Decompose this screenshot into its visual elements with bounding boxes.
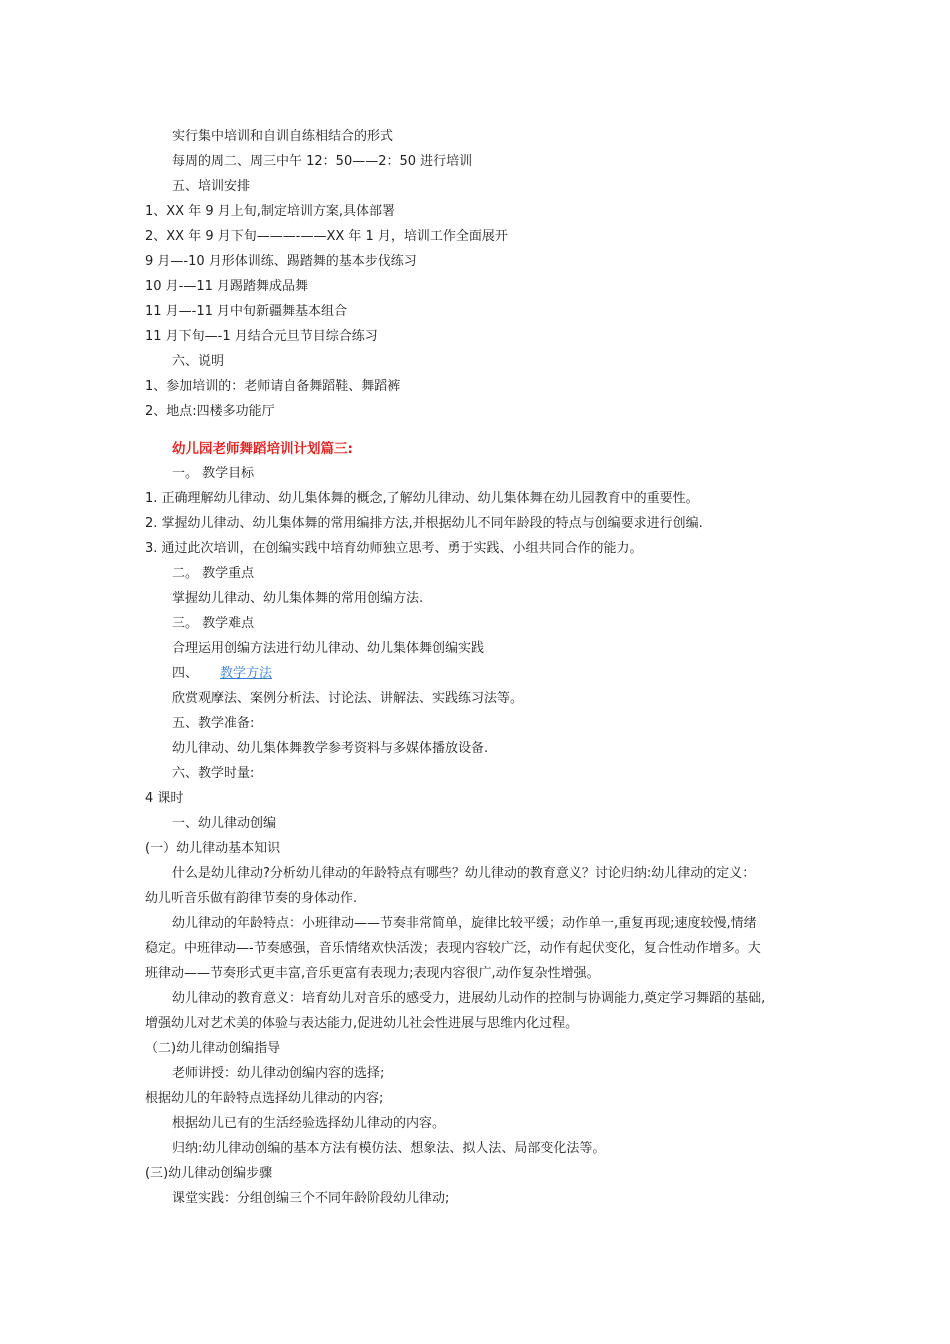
article-title: 幼儿园老师舞蹈培训计划篇三:	[172, 441, 353, 457]
text-line: 1、XX 年 9 月上旬,制定培训方案,具体部署	[145, 204, 396, 219]
subsection-heading: (一）幼儿律动基本知识	[145, 841, 281, 856]
text-line: 幼儿律动的教育意义：培育幼儿对音乐的感受力，进展幼儿动作的控制与协调能力,奠定学习舞蹈的基础,	[172, 991, 766, 1006]
subsection-heading: （二)幼儿律动创编指导	[145, 1041, 281, 1056]
section-heading: 五、培训安排	[172, 179, 251, 194]
section-heading: 五、教学准备:	[172, 716, 255, 731]
text-line: 幼儿律动、幼儿集体舞教学参考资料与多媒体播放设备.	[172, 741, 489, 756]
text-line: 1、参加培训的：老师请自备舞蹈鞋、舞蹈裤	[145, 379, 401, 394]
text-line: 归纳:幼儿律动创编的基本方法有模仿法、想象法、拟人法、局部变化法等。	[172, 1141, 606, 1156]
section-heading: 二。 教学重点	[172, 566, 255, 581]
text-line: 掌握幼儿律动、幼儿集体舞的常用创编方法.	[172, 591, 424, 606]
text-line: 2、地点:四楼多功能厅	[145, 404, 275, 419]
text-line: 班律动——节奏形式更丰富,音乐更富有表现力;表现内容很广,动作复杂性增强。	[145, 966, 600, 981]
teaching-method-link[interactable]: 教学方法	[220, 666, 273, 681]
text-line: 老师讲授：幼儿律动创编内容的选择;	[172, 1066, 385, 1081]
text-line: 10 月-—11 月踢踏舞成品舞	[145, 279, 309, 294]
text-line: 什么是幼儿律动?分析幼儿律动的年龄特点有哪些？幼儿律动的教育意义？讨论归纳:幼儿律动的定义：	[172, 866, 756, 881]
text-line: 合理运用创编方法进行幼儿律动、幼儿集体舞创编实践	[172, 641, 485, 656]
text-line: 3. 通过此次培训，在创编实践中培育幼师独立思考、勇于实践、小组共同合作的能力。	[145, 541, 643, 556]
text-line: 11 月—-11 月中旬新疆舞基本组合	[145, 304, 348, 319]
text-line: 11 月下旬—-1 月结合元旦节目综合练习	[145, 329, 378, 344]
section-heading: 六、教学时量:	[172, 766, 255, 781]
text-line: 欣赏观摩法、案例分析法、讨论法、讲解法、实践练习法等。	[172, 691, 524, 706]
section-heading: 六、说明	[172, 354, 225, 369]
text-line: 增强幼儿对艺术美的体验与表达能力,促进幼儿社会性进展与思维内化过程。	[145, 1016, 579, 1031]
text-line: 每周的周二、周三中午 12：50——2：50 进行培训	[172, 154, 473, 169]
section-heading: 三。 教学难点	[172, 616, 255, 631]
text-line: 根据幼儿的年龄特点选择幼儿律动的内容;	[145, 1091, 384, 1106]
text-line: 幼儿听音乐做有韵律节奏的身体动作.	[145, 891, 358, 906]
section-heading: 一、幼儿律动创编	[172, 816, 277, 831]
text-line: 9 月—-10 月形体训练、踢踏舞的基本步伐练习	[145, 254, 417, 269]
section-heading: 一。 教学目标	[172, 466, 255, 481]
subsection-heading: (三)幼儿律动创编步骤	[145, 1166, 273, 1181]
text-line: 幼儿律动的年龄特点：小班律动——节奏非常简单，旋律比较平缓；动作单一,重复再现;速度较慢,情绪	[172, 916, 757, 931]
text-line: 2. 掌握幼儿律动、幼儿集体舞的常用编排方法,并根据幼儿不同年龄段的特点与创编要求进行创编.	[145, 516, 703, 531]
text-line: 2、XX 年 9 月下旬———-——XX 年 1 月，培训工作全面展开	[145, 229, 508, 244]
text-line: 4 课时	[145, 791, 184, 806]
section-heading-row	[172, 666, 832, 682]
section-number: 四、	[172, 666, 199, 681]
text-line: 1. 正确理解幼儿律动、幼儿集体舞的概念,了解幼儿律动、幼儿集体舞在幼儿园教育中的重要性。	[145, 491, 699, 506]
text-line: 实行集中培训和自训自练相结合的形式	[172, 129, 394, 144]
text-line: 课堂实践：分组创编三个不同年龄阶段幼儿律动;	[172, 1191, 450, 1206]
text-line: 根据幼儿已有的生活经验选择幼儿律动的内容。	[172, 1116, 446, 1131]
text-line: 稳定。中班律动—-节奏感强，音乐情绪欢快活泼；表现内容较广泛，动作有起伏变化，复合性动作增多。大	[145, 941, 761, 956]
